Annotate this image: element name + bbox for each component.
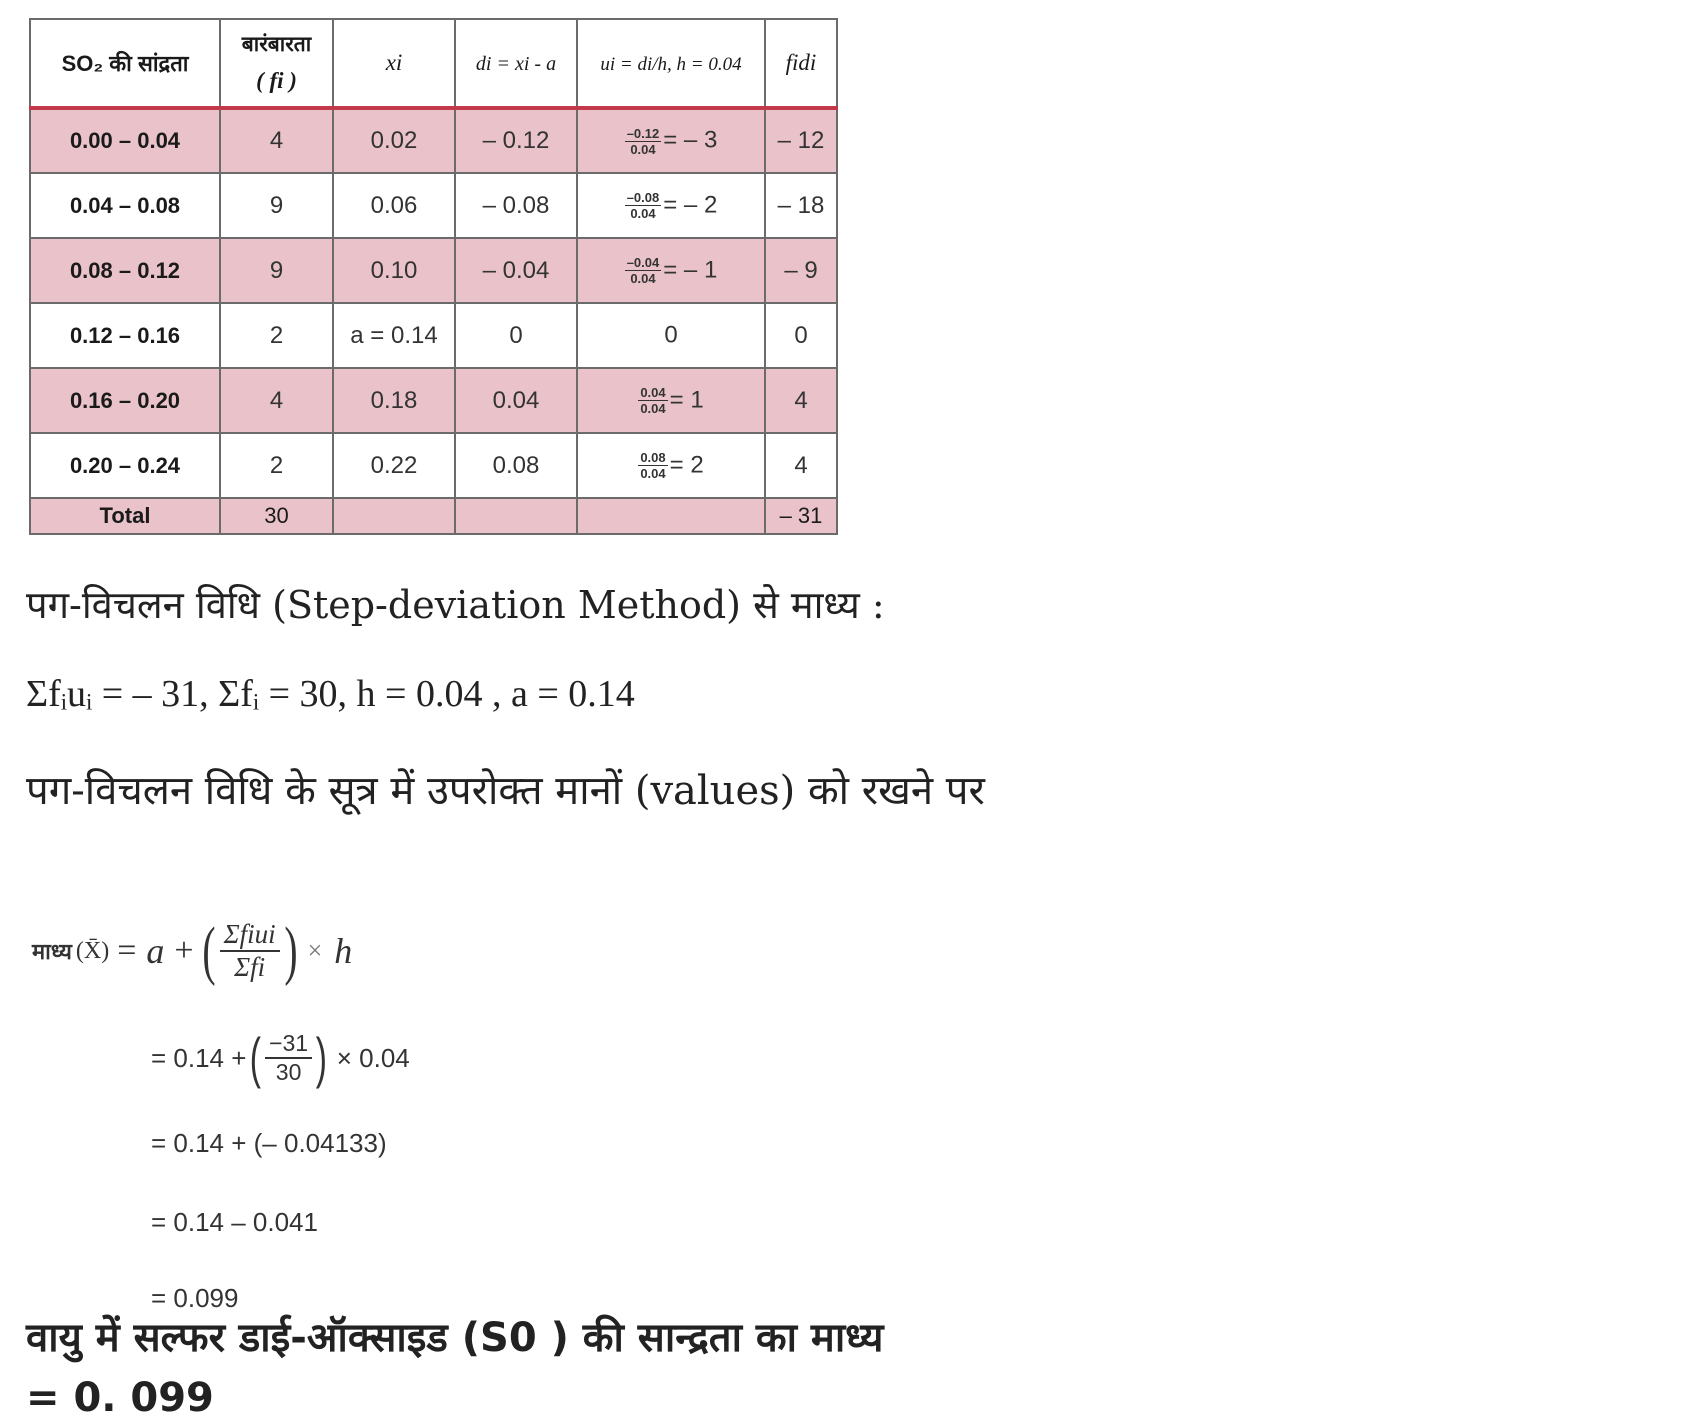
calc-step-1-fraction	[265, 1030, 312, 1086]
cell-xi: 0.10	[333, 238, 455, 303]
cell-frequency: 2	[220, 433, 333, 498]
cell-range: 0.08 – 0.12	[30, 238, 220, 303]
ui-fraction: $\frac{-0.08}{0.04}$	[626, 190, 660, 221]
formula-numerator: Σfiui	[220, 919, 280, 952]
ui-fraction: $\frac{0.04}{0.04}$	[640, 385, 666, 416]
header-fidi: fidi	[765, 19, 837, 108]
cell-frequency: 9	[220, 173, 333, 238]
calc-step-2: = 0.14 + (– 0.04133)	[151, 1128, 387, 1158]
calc-step-1-den: 30	[275, 1059, 302, 1085]
formula-h: h	[334, 931, 353, 971]
cell-fidi: 0	[765, 303, 837, 368]
table-body	[30, 108, 837, 498]
cell-frequency: 4	[220, 368, 333, 433]
total-empty-di	[455, 498, 577, 534]
mean-formula: माध्य (X̄) = a + ( $\frac{\text{Σfiui}}{\text{Σfi}}$ ) × h	[32, 914, 353, 987]
cell-frequency: 2	[220, 303, 333, 368]
cell-di: 0.04	[455, 368, 577, 433]
cell-ui: $\frac{0.08}{0.04}$ = 2	[577, 433, 765, 498]
cell-xi: 0.06	[333, 173, 455, 238]
header-so2-concentration: SO₂ की सांद्रता	[30, 19, 220, 108]
cell-range: 0.12 – 0.16	[30, 303, 220, 368]
conclusion	[26, 1308, 883, 1428]
cell-di: – 0.04	[455, 238, 577, 303]
table-row	[30, 108, 837, 173]
header-xi: xi	[333, 19, 455, 108]
table-header-row	[30, 19, 837, 108]
cell-xi: 0.18	[333, 368, 455, 433]
cell-ui: $\frac{-0.08}{0.04}$ = – 2	[577, 173, 765, 238]
cell-frequency: 9	[220, 238, 333, 303]
calc-step-1: = 0.14 + ( $\frac{-31}{30}$ ) × 0.04	[151, 1026, 410, 1089]
header-di: di = xi - a	[455, 19, 577, 108]
cell-frequency: 4	[220, 108, 333, 173]
table-total-row	[30, 498, 837, 534]
calc-step-4: = 0.099	[151, 1283, 239, 1313]
cell-fidi: 4	[765, 433, 837, 498]
calc-step-3: = 0.14 – 0.041	[151, 1207, 318, 1237]
total-empty-xi	[333, 498, 455, 534]
substitute-text: पग-विचलन विधि के सूत्र में उपरोक्त मानों (values) को रखने पर	[26, 768, 985, 814]
cell-range: 0.20 – 0.24	[30, 433, 220, 498]
cell-xi: a = 0.14	[333, 303, 455, 368]
formula-plus: +	[174, 932, 194, 969]
cell-di: 0.08	[455, 433, 577, 498]
cell-fidi: – 12	[765, 108, 837, 173]
table-row	[30, 433, 837, 498]
formula-label: माध्य	[32, 940, 72, 965]
cell-ui: $\frac{0.04}{0.04}$ = 1	[577, 368, 765, 433]
formula-fraction	[220, 919, 280, 983]
cell-di: – 0.12	[455, 108, 577, 173]
ui-fraction: $\frac{-0.12}{0.04}$	[626, 125, 660, 157]
cell-ui: $\frac{-0.04}{0.04}$ = – 1	[577, 238, 765, 303]
formula-eq: =	[117, 932, 137, 969]
cell-ui: 0	[577, 303, 765, 368]
ui-fraction: $\frac{-0.04}{0.04}$	[626, 255, 660, 286]
cell-di: 0	[455, 303, 577, 368]
cell-fidi: – 18	[765, 173, 837, 238]
method-heading: पग-विचलन विधि (Step-deviation Method) से माध्य :	[26, 583, 885, 627]
conclusion-line-1: वायु में सल्फर डाई-ऑक्साइड (S0 ) की सान्द्रता का माध्य	[26, 1315, 884, 1361]
cell-range: 0.16 – 0.20	[30, 368, 220, 433]
cell-di: – 0.08	[455, 173, 577, 238]
table-row	[30, 303, 837, 368]
total-empty-ui	[577, 498, 765, 534]
total-fidi: – 31	[765, 498, 837, 534]
formula-times: ×	[307, 936, 323, 965]
total-label: Total	[30, 498, 220, 534]
table-row	[30, 368, 837, 433]
formula-xbar: (X̄)	[75, 937, 110, 964]
cell-fidi: – 9	[765, 238, 837, 303]
table-row	[30, 173, 837, 238]
ui-fraction: $\frac{0.08}{0.04}$	[640, 450, 666, 481]
header-ui: ui = di/h, h = 0.04	[577, 19, 765, 108]
header-frequency: बारंबारता ( fi )	[220, 19, 333, 108]
cell-xi: 0.02	[333, 108, 455, 173]
formula-denominator: Σfi	[234, 952, 266, 982]
cell-range: 0.04 – 0.08	[30, 173, 220, 238]
calc-step-1-suffix: × 0.04	[336, 1042, 410, 1073]
cell-fidi: 4	[765, 368, 837, 433]
formula-a: a	[146, 931, 165, 971]
cell-ui: $\frac{-0.12}{0.04}$ = – 3	[577, 108, 765, 173]
cell-xi: 0.22	[333, 433, 455, 498]
so2-frequency-table	[29, 18, 838, 535]
sum-values-line: Σfᵢuᵢ = – 31, Σfᵢ = 30, h = 0.04 , a = 0.14	[26, 673, 635, 715]
calc-step-1-num: −31	[265, 1030, 312, 1059]
conclusion-line-2: = 0. 099	[26, 1375, 214, 1421]
total-frequency: 30	[220, 498, 333, 534]
calc-step-1-prefix: = 0.14 +	[151, 1042, 247, 1073]
table-row	[30, 238, 837, 303]
cell-range: 0.00 – 0.04	[30, 108, 220, 173]
